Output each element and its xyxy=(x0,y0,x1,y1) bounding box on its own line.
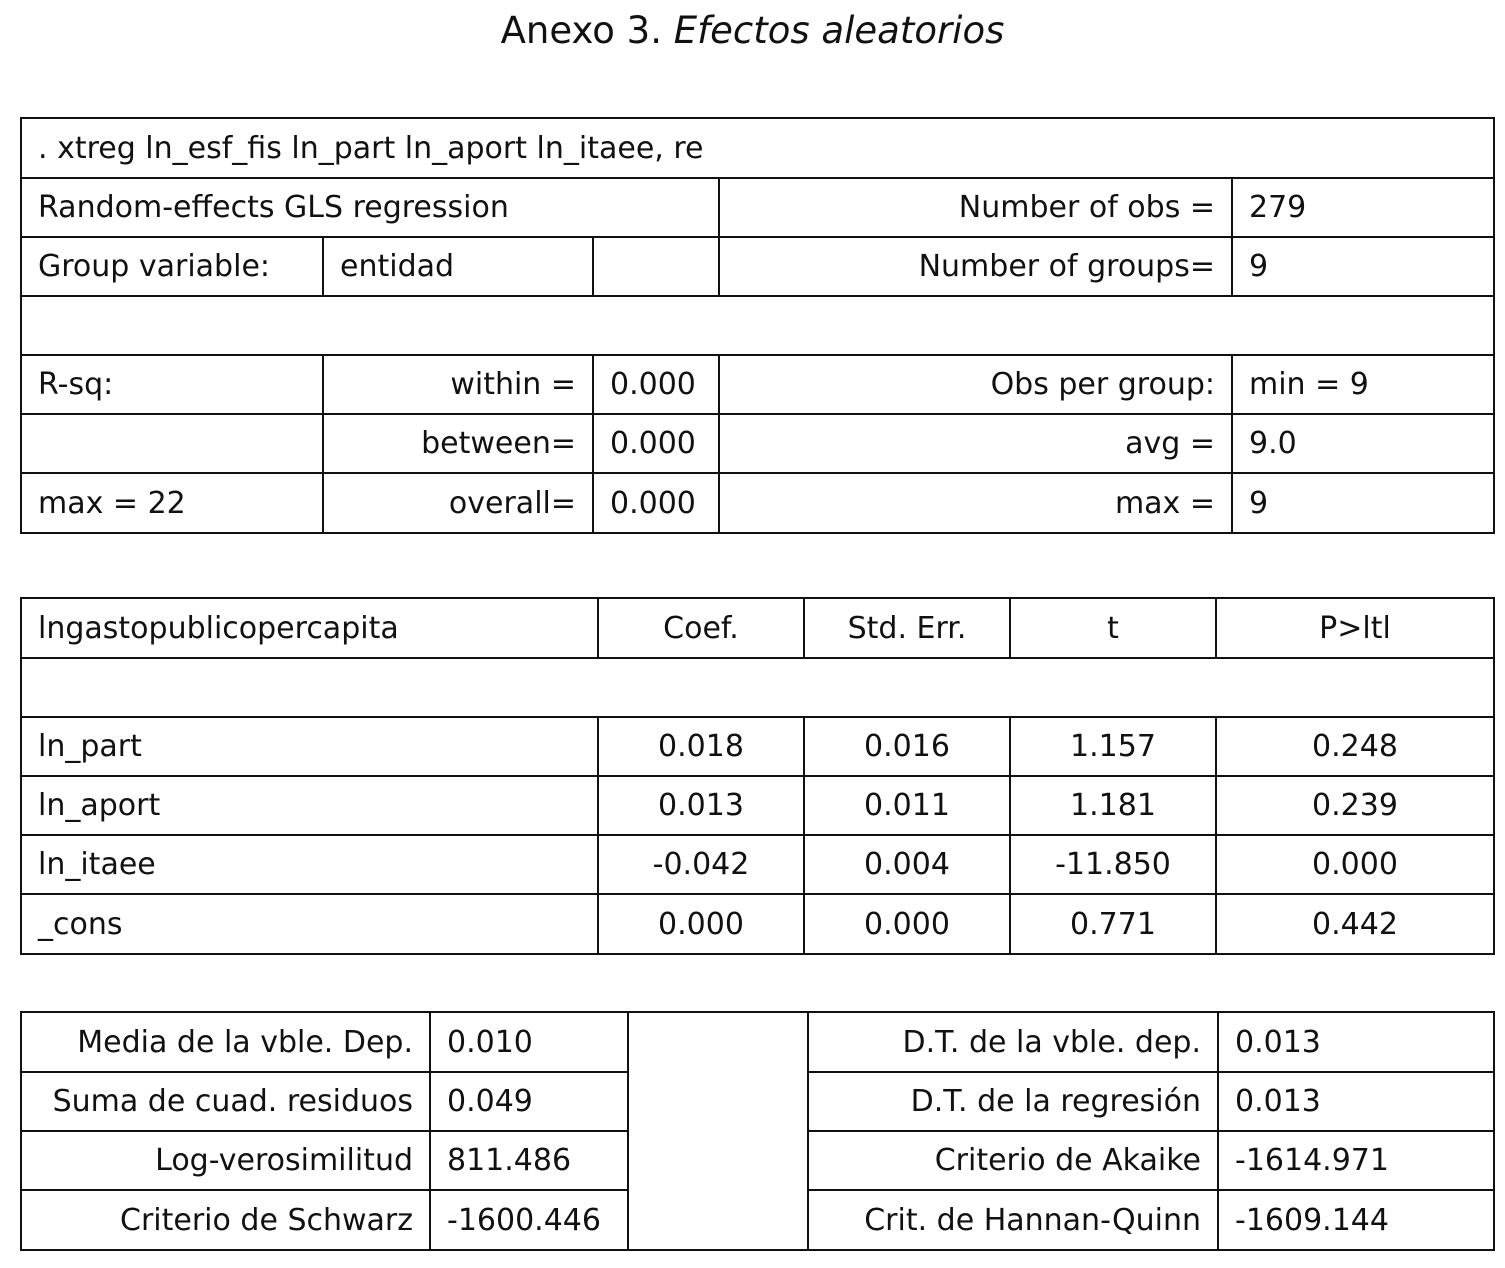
column-header: P>ltl xyxy=(1216,598,1494,658)
t-cell: 0.771 xyxy=(1010,894,1216,954)
t-cell: -11.850 xyxy=(1010,835,1216,894)
coefficients-table xyxy=(20,597,1495,955)
stat-label: Criterio de Schwarz xyxy=(21,1190,430,1250)
avg-value: 9.0 xyxy=(1232,414,1494,473)
stderr-cell: 0.004 xyxy=(804,835,1010,894)
page-title xyxy=(0,8,1505,54)
column-header: t xyxy=(1010,598,1216,658)
between-label: between= xyxy=(323,414,593,473)
stat-label: Media de la vble. Dep. xyxy=(21,1012,430,1072)
variable-cell: _cons xyxy=(21,894,598,954)
coef-cell: -0.042 xyxy=(598,835,804,894)
column-header: Coef. xyxy=(598,598,804,658)
empty-row-cell xyxy=(21,658,1494,717)
group-var-label: Group variable: xyxy=(21,237,323,296)
stat-value: 0.049 xyxy=(430,1072,628,1131)
model-cell: Random-effects GLS regression xyxy=(21,178,719,237)
min-value: min = 9 xyxy=(1232,355,1494,414)
p-cell: 0.442 xyxy=(1216,894,1494,954)
table-row xyxy=(21,414,1494,473)
stat-value: 0.013 xyxy=(1218,1072,1494,1131)
table-row xyxy=(21,237,1494,296)
ngroups-label: Number of groups= xyxy=(719,237,1232,296)
stat-value: 0.010 xyxy=(430,1012,628,1072)
max-label: max = xyxy=(719,473,1232,533)
table-row xyxy=(21,717,1494,776)
command-cell: . xtreg ln_esf_fis ln_part ln_aport ln_itaee, re xyxy=(21,118,1494,178)
p-cell: 0.239 xyxy=(1216,776,1494,835)
table-row xyxy=(21,1012,1494,1072)
stat-label: Crit. de Hannan-Quinn xyxy=(808,1190,1218,1250)
spacer-cell xyxy=(628,1012,808,1250)
model-summary-table xyxy=(20,117,1495,534)
stat-label: Suma de cuad. residuos xyxy=(21,1072,430,1131)
ngroups-value: 9 xyxy=(1232,237,1494,296)
obs-per-group-label: Obs per group: xyxy=(719,355,1232,414)
stat-value: -1600.446 xyxy=(430,1190,628,1250)
stat-value: -1609.144 xyxy=(1218,1190,1494,1250)
rsq-label: R-sq: xyxy=(21,355,323,414)
table-row xyxy=(21,118,1494,178)
stderr-cell: 0.016 xyxy=(804,717,1010,776)
stat-label: D.T. de la regresión xyxy=(808,1072,1218,1131)
t-cell: 1.181 xyxy=(1010,776,1216,835)
max-left-cell: max = 22 xyxy=(21,473,323,533)
stat-label: D.T. de la vble. dep. xyxy=(808,1012,1218,1072)
p-cell: 0.248 xyxy=(1216,717,1494,776)
stat-label: Log-verosimilitud xyxy=(21,1131,430,1190)
statistics-table xyxy=(20,1011,1495,1251)
stat-value: -1614.971 xyxy=(1218,1131,1494,1190)
table-row xyxy=(21,473,1494,533)
coef-cell: 0.013 xyxy=(598,776,804,835)
title-prefix: Anexo 3. xyxy=(500,9,662,52)
stderr-cell: 0.000 xyxy=(804,894,1010,954)
empty-cell xyxy=(21,414,323,473)
variable-cell: ln_itaee xyxy=(21,835,598,894)
t-cell: 1.157 xyxy=(1010,717,1216,776)
within-label: within = xyxy=(323,355,593,414)
table-row xyxy=(21,178,1494,237)
column-header: lngastopublicopercapita xyxy=(21,598,598,658)
between-value: 0.000 xyxy=(593,414,719,473)
overall-value: 0.000 xyxy=(593,473,719,533)
variable-cell: ln_part xyxy=(21,717,598,776)
max-value: 9 xyxy=(1232,473,1494,533)
empty-cell xyxy=(593,237,719,296)
table-row xyxy=(21,835,1494,894)
coef-cell: 0.018 xyxy=(598,717,804,776)
table-row xyxy=(21,355,1494,414)
coef-cell: 0.000 xyxy=(598,894,804,954)
table-row xyxy=(21,658,1494,717)
stderr-cell: 0.011 xyxy=(804,776,1010,835)
variable-cell: ln_aport xyxy=(21,776,598,835)
group-var-value: entidad xyxy=(323,237,593,296)
p-cell: 0.000 xyxy=(1216,835,1494,894)
avg-label: avg = xyxy=(719,414,1232,473)
stat-label: Criterio de Akaike xyxy=(808,1131,1218,1190)
nobs-label: Number of obs = xyxy=(719,178,1232,237)
table-row xyxy=(21,296,1494,355)
stat-value: 0.013 xyxy=(1218,1012,1494,1072)
column-header: Std. Err. xyxy=(804,598,1010,658)
table-row xyxy=(21,894,1494,954)
overall-label: overall= xyxy=(323,473,593,533)
table-header-row xyxy=(21,598,1494,658)
title-italic: Efectos aleatorios xyxy=(673,9,1005,52)
empty-row-cell xyxy=(21,296,1494,355)
within-value: 0.000 xyxy=(593,355,719,414)
stat-value: 811.486 xyxy=(430,1131,628,1190)
table-row xyxy=(21,776,1494,835)
nobs-value: 279 xyxy=(1232,178,1494,237)
